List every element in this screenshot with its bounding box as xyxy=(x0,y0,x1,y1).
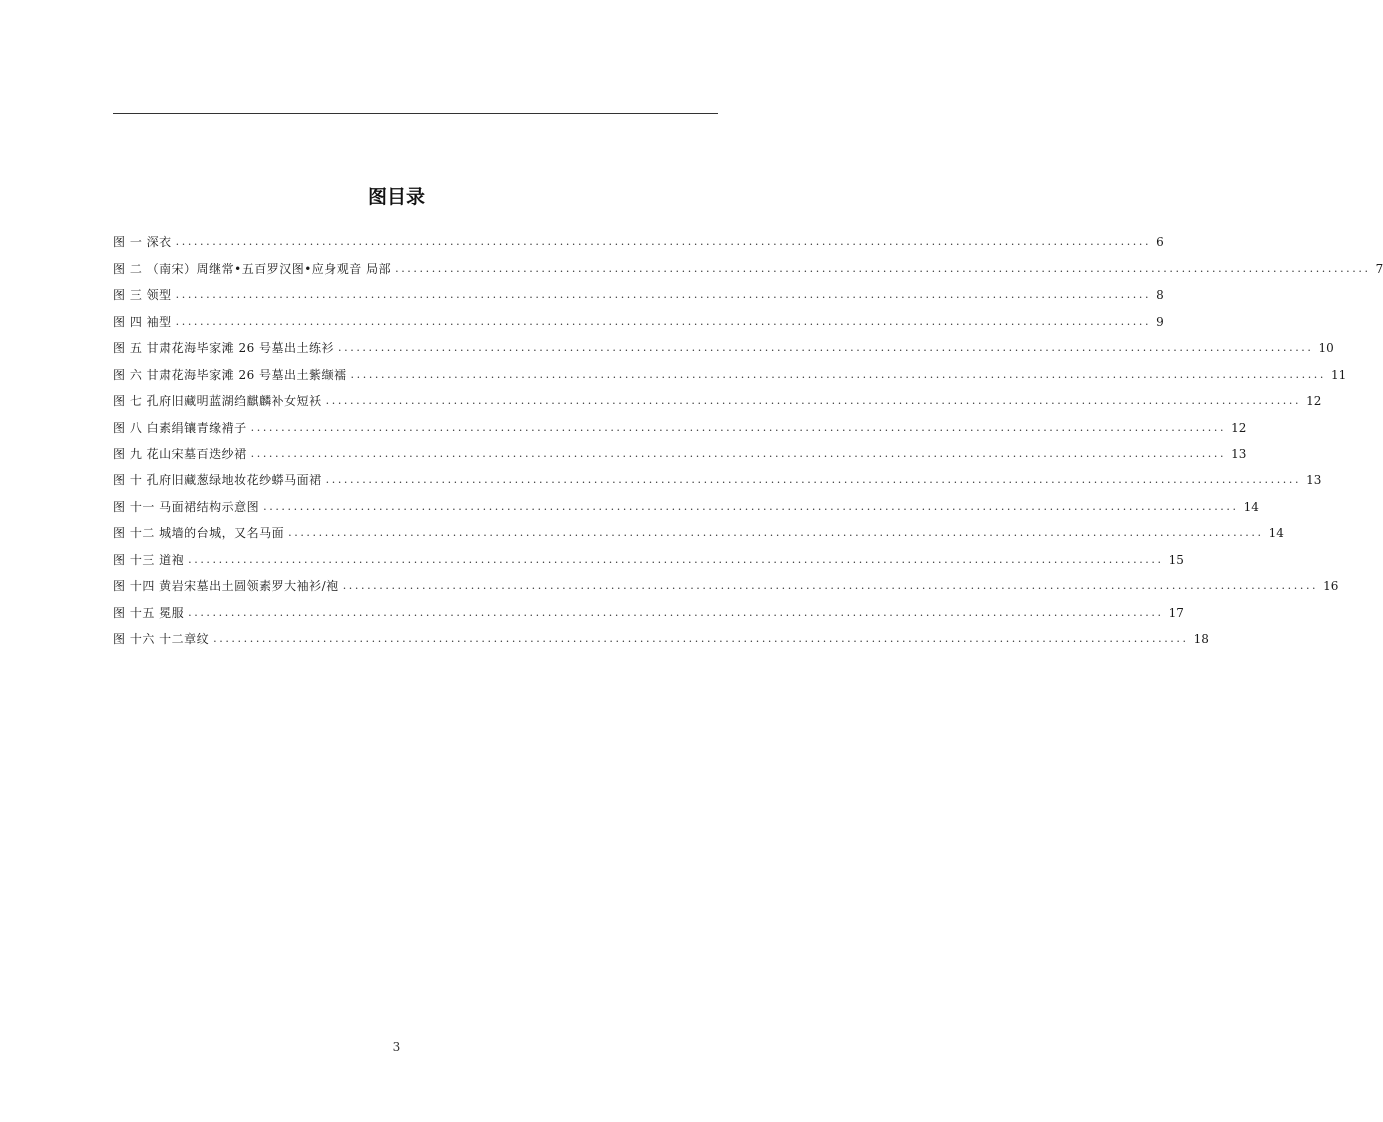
toc-entry[interactable] xyxy=(113,385,1322,411)
dot-leader: ................................................................................................................................................................ xyxy=(288,526,1264,540)
toc-entry[interactable] xyxy=(113,517,1284,543)
dot-leader: ................................................................................................................................................................ xyxy=(338,341,1314,355)
toc-entry[interactable] xyxy=(113,332,1334,358)
toc-entry-page: 12 xyxy=(1231,420,1247,435)
toc-entry[interactable] xyxy=(113,438,1247,464)
dot-leader: ................................................................................................................................................................ xyxy=(350,367,1326,381)
toc-entry-page: 14 xyxy=(1268,526,1284,541)
dot-leader: ................................................................................................................................................................ xyxy=(188,605,1164,619)
dot-leader: ................................................................................................................................................................ xyxy=(250,446,1227,460)
toc-entry-label: 图 八 白素绢镶青缘褙子 xyxy=(113,420,247,435)
toc-entry-label: 图 十三 道袍 xyxy=(113,552,185,567)
toc-entry-label: 图 九 花山宋墓百迭纱裙 xyxy=(113,446,247,461)
dot-leader: ................................................................................................................................................................ xyxy=(325,394,1302,408)
toc-entry[interactable] xyxy=(113,570,1339,596)
toc-entry[interactable] xyxy=(113,623,1209,649)
dot-leader: ................................................................................................................................................................ xyxy=(263,499,1239,513)
figure-table-of-contents xyxy=(113,226,1383,649)
toc-entry-label: 图 六 甘肃花海毕家滩 26 号墓出土紫缬襦 xyxy=(113,367,347,382)
toc-entry-page: 6 xyxy=(1156,235,1164,250)
toc-entry[interactable] xyxy=(113,279,1164,305)
toc-entry-label: 图 十六 十二章纹 xyxy=(113,632,210,646)
toc-entry-label: 图 五 甘肃花海毕家滩 26 号墓出土练衫 xyxy=(113,341,335,356)
toc-entry-label: 图 十二 城墙的台城，又名马面 xyxy=(113,526,285,541)
toc-entry-label: 图 十一 马面裙结构示意图 xyxy=(113,499,260,514)
toc-entry-page: 13 xyxy=(1306,473,1322,488)
dot-leader: ................................................................................................................................................................ xyxy=(175,314,1152,328)
toc-entry-page: 11 xyxy=(1330,367,1347,382)
dot-leader: ................................................................................................................................................................ xyxy=(188,552,1164,566)
dot-leader: ................................................................................................................................................................ xyxy=(175,235,1152,249)
header-rule xyxy=(113,113,718,114)
toc-entry-page: 17 xyxy=(1168,605,1184,620)
toc-entry-label: 图 四 袖型 xyxy=(113,314,172,329)
page-number: 3 xyxy=(392,1040,401,1054)
toc-entry-label: 图 十 孔府旧藏葱绿地妆花纱蟒马面裙 xyxy=(113,473,322,488)
toc-entry[interactable] xyxy=(113,490,1259,516)
toc-entry[interactable] xyxy=(113,411,1247,437)
toc-entry[interactable] xyxy=(113,596,1184,622)
toc-entry-label: 图 二 （南宋）周继常•五百罗汉图•应身观音 局部 xyxy=(113,261,392,276)
dot-leader: ................................................................................................................................................................ xyxy=(213,632,1189,645)
toc-entry-page: 13 xyxy=(1231,446,1247,461)
toc-entry-page: 15 xyxy=(1168,552,1184,567)
dot-leader: ................................................................................................................................................................ xyxy=(342,579,1319,593)
toc-entry-page: 18 xyxy=(1193,632,1209,646)
toc-entry-label: 图 十四 黄岩宋墓出土圆领素罗大袖衫/袍 xyxy=(113,579,339,594)
page-title: 图目录 xyxy=(367,186,425,208)
dot-leader: ................................................................................................................................................................ xyxy=(325,473,1302,487)
toc-entry-page: 7 xyxy=(1375,261,1383,276)
dot-leader: ................................................................................................................................................................ xyxy=(175,288,1152,302)
toc-entry-page: 16 xyxy=(1323,579,1339,594)
toc-entry-label: 图 一 深衣 xyxy=(113,235,172,250)
toc-entry-page: 10 xyxy=(1318,341,1334,356)
toc-entry-page: 8 xyxy=(1156,288,1164,303)
toc-entry-label: 图 三 领型 xyxy=(113,288,172,303)
dot-leader: ................................................................................................................................................................ xyxy=(395,261,1371,275)
toc-entry[interactable] xyxy=(113,252,1383,278)
toc-entry[interactable] xyxy=(113,464,1322,490)
toc-entry[interactable] xyxy=(113,543,1184,569)
toc-entry-page: 12 xyxy=(1306,394,1322,409)
toc-entry-page: 14 xyxy=(1243,499,1259,514)
dot-leader: ................................................................................................................................................................ xyxy=(250,420,1227,434)
toc-entry[interactable] xyxy=(113,358,1347,384)
toc-entry-page: 9 xyxy=(1156,314,1164,329)
toc-entry-label: 图 七 孔府旧藏明蓝湖绉麒麟补女短袄 xyxy=(113,394,322,409)
toc-entry[interactable] xyxy=(113,305,1164,331)
toc-entry[interactable] xyxy=(113,226,1164,252)
toc-entry-label: 图 十五 冕服 xyxy=(113,605,185,620)
